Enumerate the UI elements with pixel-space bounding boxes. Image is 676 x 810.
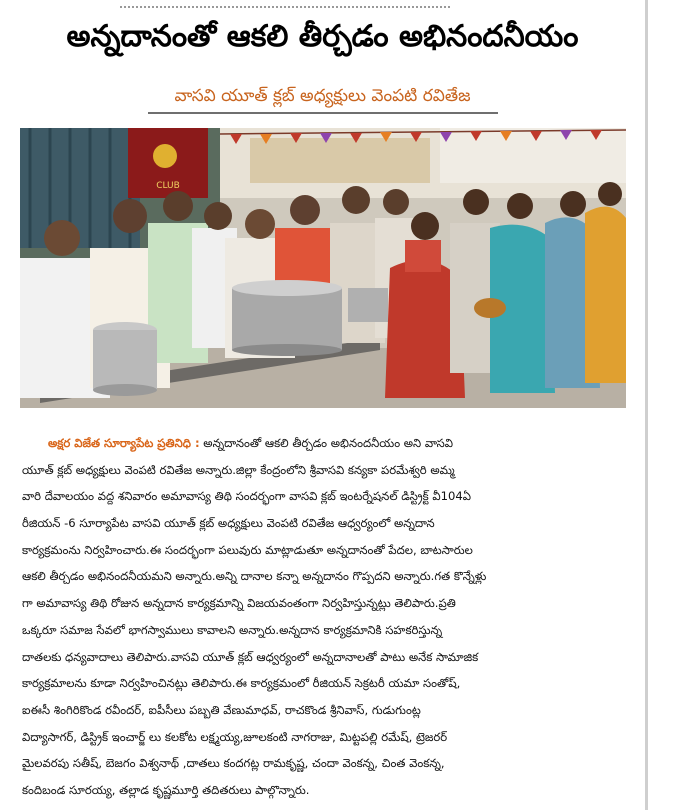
subheadline-underline bbox=[148, 112, 498, 114]
article-line: ఐఈసీ శింగిరికొండ రవీందర్, ఐపీసీలు పబ్బతి వేణుమాధవ్, రాచకొండ శ్రీనివాస్, గుడుగుంట్ల bbox=[22, 702, 421, 717]
news-photo bbox=[20, 128, 626, 408]
article-line: మైలవరపు సతీష్, బెజగం విశ్వనాథ్ ,దాతలు కందగట్ల రామకృష్ణ, చందా వెంకన్న, చింత వెంకన్న, bbox=[22, 756, 445, 771]
article-line: కార్యక్రమాలను కూడా నిర్వహించినట్లు తెలిపారు.ఈ కార్యక్రమంలో రీజియన్ సెక్రటరీ యమా సంతోష్, bbox=[22, 676, 461, 691]
article-line: విద్యాసాగర్, డిస్ట్రిక్ ఇంచార్జ్ లు కలకోట లక్ష్మయ్య,జూలకంటి నాగరాజు, మిట్టపల్లి రమేష్, ట్రెజరర్ bbox=[22, 729, 448, 744]
article-byline: అక్షర విజేత సూర్యాపేట ప్రతినిధి : bbox=[48, 436, 200, 450]
article-headline: అన్నదానంతో ఆకలి తీర్చడం అభినందనీయం bbox=[66, 19, 579, 54]
article-line: రీజియన్ -6 సూర్యాపేట వాసవి యూత్ క్లబ్ అధ్యక్షులు వెంపటి రవితేజ ఆధ్వర్యంలో అన్నదాన bbox=[22, 516, 435, 531]
article-line: దాతలకు ధన్యవాదాలు తెలిపారు.వాసవి యూత్ క్లబ్ ఆధ్వర్యంలో అన్నదానాలతో పాటు అనేక సామాజిక bbox=[22, 649, 479, 664]
article-line: ఒక్కరూ సమాజ సేవలో భాగస్వాములు కావాలని అన్నారు.అన్నదాన కార్యక్రమానికి సహకరిస్తున్న bbox=[22, 622, 443, 637]
clipped-previous-text bbox=[120, 0, 450, 8]
article-line: కార్యక్రమంను నిర్వహించారు.ఈ సందర్భంగా పలువురు మాట్లాడుతూ అన్నదానంతో పేదల, బాటసారుల bbox=[22, 542, 473, 557]
page-right-border bbox=[645, 0, 648, 810]
article-line: గా అమావాస్య తిథి రోజున అన్నదాన కార్యక్రమాన్ని విజయవంతంగా నిర్వహిస్తున్నట్లు తెలిపారు.ప్రతి bbox=[22, 596, 456, 611]
article-line: యూత్ క్లబ్ అధ్యక్షులు వెంపటి రవితేజ అన్నారు.జిల్లా కేంద్రంలోని శ్రీవాసవి కన్యకా పరమేశ్వరి అమ్మ bbox=[22, 462, 455, 477]
article-line: కందిబండ సూరయ్య, తల్లాడ కృష్ణమూర్తి తదితరులు పాల్గొన్నారు. bbox=[22, 782, 310, 797]
article-body bbox=[22, 430, 626, 804]
banner-text: CLUB bbox=[156, 181, 180, 191]
article-line bbox=[22, 430, 626, 457]
article-line: వారి దేవాలయం వద్ద శనివారం అమావాస్య తిథి సందర్భంగా వాసవి క్లబ్ ఇంటర్నేషనల్ డిస్ట్రిక్ట్ వీ104ఏ bbox=[22, 489, 471, 504]
article-line-text: అన్నదానంతో ఆకలి తీర్చడం అభినందనీయం అని వాసవి bbox=[203, 436, 454, 450]
article-line: ఆకలి తీర్చడం అభినందనీయమని అన్నారు.అన్ని దానాల కన్నా అన్నదానం గొప్పదని అన్నారు.గత కొన్నేళ్లు bbox=[22, 569, 487, 584]
article-subheadline: వాసవి యూత్ క్లబ్ అధ్యక్షులు వెంపటి రవితేజ bbox=[174, 86, 471, 106]
